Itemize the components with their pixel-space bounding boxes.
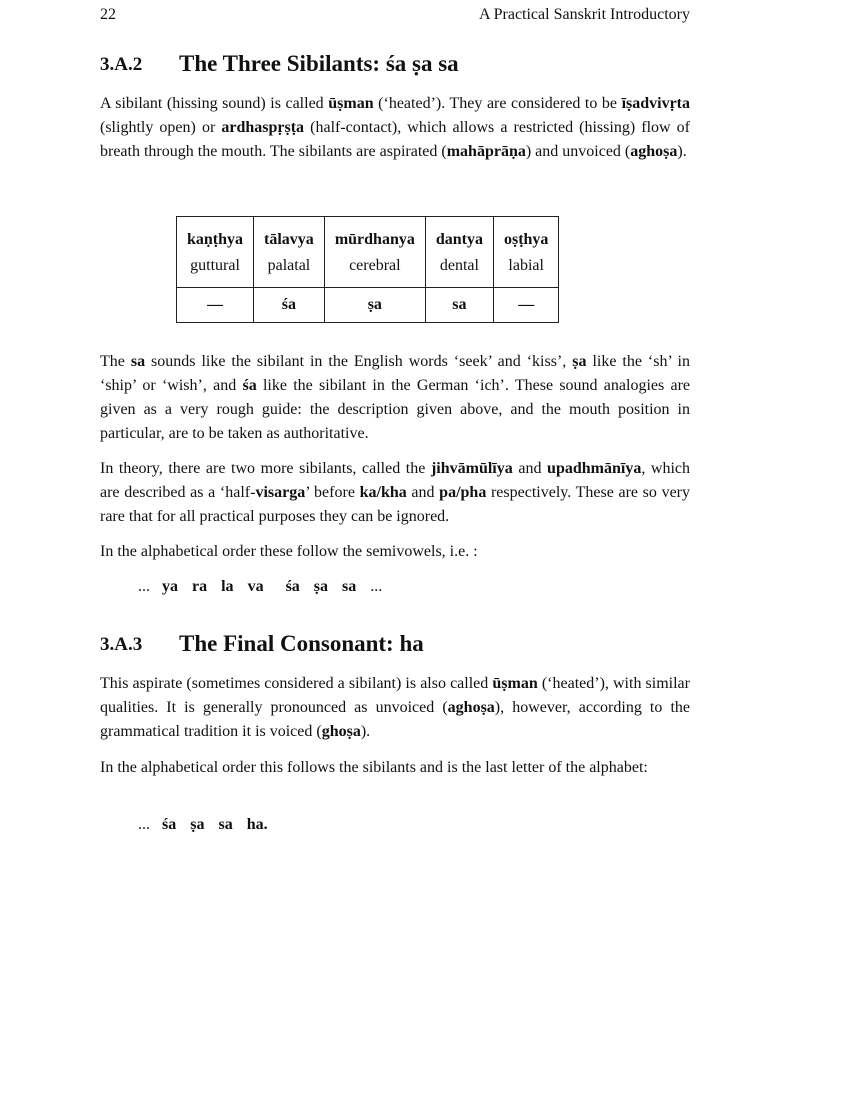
table-cell: — (177, 288, 254, 323)
letter: ṣa (190, 816, 205, 833)
table-cell: labial (493, 253, 558, 288)
paragraph-last-letter: In the alphabetical order this follows the sibilants and is the last letter of the alphabet: (100, 759, 648, 776)
paragraph-sibilant-definition: A sibilant (hissing sound) is called ūṣman (‘heated’). They are considered to be īṣadvivṛta (slightly open) or ardhaspṛṣṭa (half-contact), which allows a restricted (hissing) flow of breath through the mouth. The sibilants are aspirated (mahāprāṇa) and unvoiced (aghoṣa). (100, 95, 691, 160)
table-cell: — (493, 288, 558, 323)
table-cell: guttural (177, 253, 254, 288)
letter: sa (218, 816, 233, 833)
letter: la (221, 578, 234, 595)
letter: śa (285, 578, 300, 595)
letter: ra (192, 578, 208, 595)
letter-sequence-final (138, 816, 282, 834)
table-cell: dental (425, 253, 493, 288)
section-title: The Final Consonant: ha (179, 631, 424, 656)
table-row (177, 288, 559, 323)
section-number: 3.A.3 (100, 634, 143, 655)
section-number: 3.A.2 (100, 54, 143, 75)
ellipsis: ... (138, 578, 150, 595)
table-row (177, 217, 559, 254)
paragraph-sound-analogies: The sa sounds like the sibilant in the English words ‘seek’ and ‘kiss’, ṣa like the ‘sh’ in ‘ship’ or ‘wish’, and śa like the sibilant in the German ‘ich’. These sound analogies are given as a very rough guide: the description given above, and the mouth position in particular, are to be taken as authoritative. (100, 353, 691, 442)
paragraph-rare-sibilants: In theory, there are two more sibilants, called the jihvāmūlīya and upadhmānīya, which are described as a ‘half-visarga’ before ka/kha and pa/pha respectively. These are so very rare that for all practical purposes they can be ignored. (100, 460, 691, 525)
table-cell: sa (425, 288, 493, 323)
running-title: A Practical Sanskrit Introductory (478, 6, 690, 23)
table-cell: śa (254, 288, 325, 323)
letter: sa (342, 578, 357, 595)
table-cell: palatal (254, 253, 325, 288)
letter: śa (162, 816, 177, 833)
letter-sequence (138, 578, 394, 596)
ellipsis: ... (138, 816, 150, 833)
section-heading-3a3 (100, 630, 690, 660)
sibilant-table (176, 216, 559, 323)
table-header-cell: tālavya (254, 217, 325, 254)
table-header-cell: kaṇṭhya (177, 217, 254, 254)
letter: ya (162, 578, 178, 595)
running-header (100, 6, 690, 26)
letter: va (247, 578, 264, 595)
table-header-cell: oṣṭhya (493, 217, 558, 254)
table-header-cell: dantya (425, 217, 493, 254)
letter: ṣa (313, 578, 329, 595)
ellipsis: ... (370, 578, 383, 595)
paragraph-aspirate-ha: This aspirate (sometimes considered a sibilant) is also called ūṣman (‘heated’), with similar qualities. It is generally pronounced as unvoiced (aghoṣa), however, according to the grammatical tradition it is voiced (ghoṣa). (100, 675, 691, 740)
paragraph-alphabetical-order: In the alphabetical order these follow the semivowels, i.e. : (100, 543, 478, 560)
table-cell: ṣa (324, 288, 425, 323)
page-number: 22 (100, 6, 116, 23)
section-title: The Three Sibilants: śa ṣa sa (179, 51, 459, 76)
table-cell: cerebral (324, 253, 425, 288)
table-row (177, 253, 559, 288)
section-heading-3a2 (100, 51, 690, 81)
letter: ha. (246, 816, 268, 833)
table-header-cell: mūrdhanya (324, 217, 425, 254)
